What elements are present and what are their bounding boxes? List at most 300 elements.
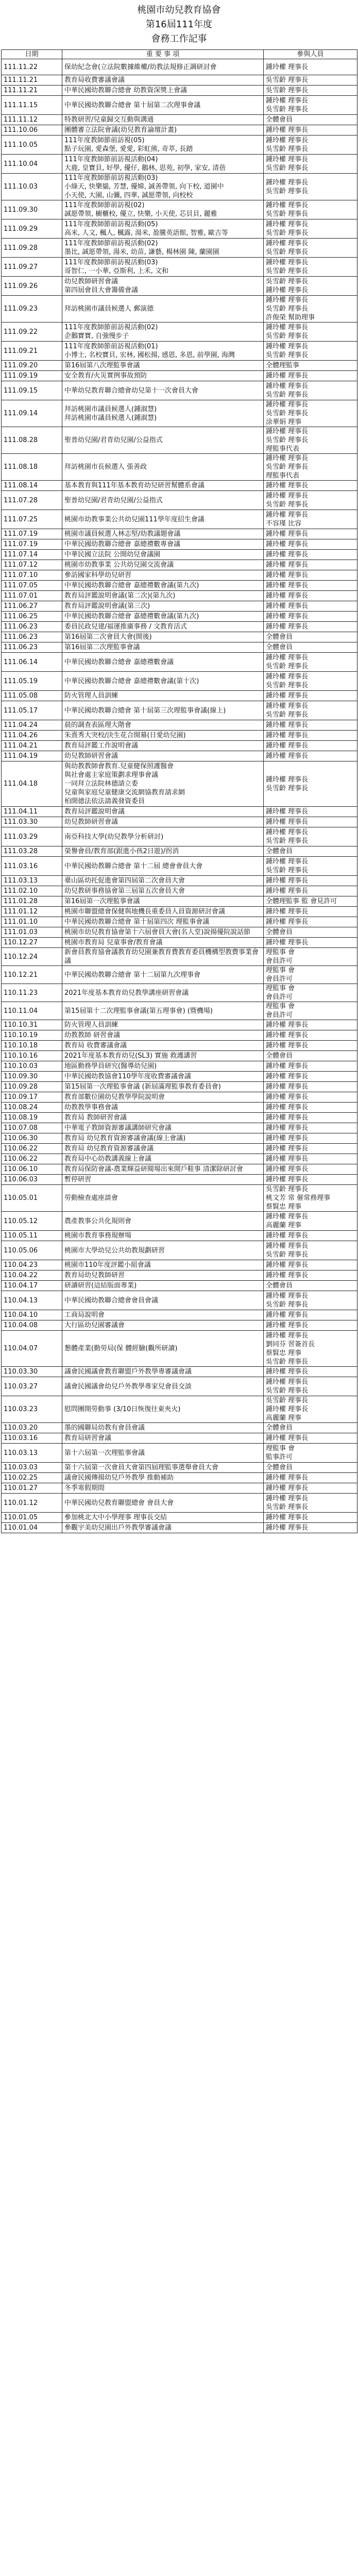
row-participants bbox=[264, 1061, 357, 1072]
table-row bbox=[2, 876, 357, 886]
row-participants bbox=[264, 741, 357, 751]
event-line: 第十六屆第一次理監事會議 bbox=[64, 1449, 145, 1457]
table-row bbox=[2, 846, 357, 857]
participant-line: 吳雪齡 理事長 bbox=[266, 391, 309, 399]
event-line: 議會民國議會教育聯盟戶外教學專審議會議 bbox=[64, 1368, 192, 1376]
row-event bbox=[62, 115, 264, 125]
table-row bbox=[2, 1144, 357, 1154]
event-line: 中華民國幼教聯合總會會員會議 bbox=[64, 1296, 159, 1304]
row-date: 111.06.25 bbox=[2, 612, 62, 622]
participant-line: 鍾玲權 理事長 bbox=[266, 939, 309, 946]
event-line: 中華民國幼教聯合總會 第十二屆 總會會員大會 bbox=[64, 862, 203, 870]
table-row bbox=[2, 984, 357, 1002]
row-participants bbox=[264, 115, 357, 125]
event-line: 教育局中心幼教講義線上會議 bbox=[64, 1155, 152, 1163]
row-event bbox=[62, 1396, 264, 1423]
row-participants bbox=[264, 510, 357, 529]
event-line: 南亞科技大學(幼兒教學分析研討) bbox=[64, 833, 164, 841]
row-date: 111.09.19 bbox=[2, 371, 62, 381]
event-line: 墨的國聯局幼教有會員會議 bbox=[64, 1424, 145, 1432]
event-line: 中華幼兒教育聯合總會幼兒第十一次會員大會 bbox=[64, 386, 199, 395]
participant-line: 吳雪齡 理事長 bbox=[266, 663, 309, 670]
row-event bbox=[62, 1377, 264, 1396]
participant-line: 許俊榮 幫助理事 bbox=[266, 314, 315, 321]
participant-line: 鍾玲權 理事長 bbox=[266, 1093, 309, 1101]
row-participants bbox=[264, 751, 357, 761]
participant-line: 吳雪齡 理事長 bbox=[266, 501, 309, 509]
row-event bbox=[62, 1144, 264, 1154]
row-event bbox=[62, 400, 264, 427]
participant-line: 鍾玲權 理事長 bbox=[266, 702, 309, 710]
table-row bbox=[2, 927, 357, 938]
event-line: 與幼教教師會教育.兒童健保照護醫會 bbox=[64, 762, 174, 770]
participant-line: 鍾玲權 理事長 bbox=[266, 1124, 309, 1132]
participant-line: 吳雪齡 理事長 bbox=[266, 1251, 309, 1259]
row-event bbox=[62, 653, 264, 672]
row-date: 111.03.29 bbox=[2, 827, 62, 846]
row-date: 110.04.13 bbox=[2, 1291, 62, 1310]
participant-line: 吳雪齡 理事長 bbox=[266, 87, 309, 94]
participant-line: 鍾玲權 理事長 bbox=[266, 240, 309, 247]
row-event bbox=[62, 539, 264, 550]
row-participants bbox=[264, 400, 357, 427]
event-line: 中華民國幼教聯合總會 第十二屆第九次理事會 bbox=[64, 971, 201, 979]
row-event bbox=[62, 1082, 264, 1092]
row-date: 110.05.01 bbox=[2, 1185, 62, 1212]
row-event bbox=[62, 761, 264, 807]
row-participants bbox=[264, 1523, 357, 1533]
event-line: 中華民國幼教聯合總會 第十屆第二次理事會議 bbox=[64, 101, 201, 109]
row-date: 111.09.14 bbox=[2, 400, 62, 427]
header-participants: 參與人員 bbox=[264, 50, 357, 59]
event-line: 教育局 收費審議會議 bbox=[64, 1042, 127, 1049]
event-line: 中華民國幼教聯合總會 第十屆第四次 理監事會議 bbox=[64, 918, 210, 926]
row-event bbox=[62, 601, 264, 612]
row-participants bbox=[264, 1291, 357, 1310]
row-participants bbox=[264, 539, 357, 550]
participant-line: 會員許可 bbox=[266, 1011, 293, 1019]
row-event bbox=[62, 817, 264, 827]
event-line: 拜訪桃園市議員候選人 郵演德 bbox=[64, 305, 154, 313]
row-participants bbox=[264, 653, 357, 672]
event-line: 111年度教師節前訪視活動(05) bbox=[64, 221, 158, 228]
row-participants bbox=[264, 174, 357, 200]
row-event bbox=[62, 277, 264, 296]
event-line: 桃園市教育事務規辦場 bbox=[64, 1232, 132, 1240]
row-date: 111.10.05 bbox=[2, 135, 62, 155]
event-line: 慰問團開勞動事 (3/10日恢復往東夾火) bbox=[64, 1405, 181, 1413]
row-date: 110.10.19 bbox=[2, 1030, 62, 1041]
row-event bbox=[62, 612, 264, 622]
event-line: 第16屆第一次理監事會議 bbox=[64, 897, 140, 905]
row-participants bbox=[264, 927, 357, 938]
participant-line: 會員許可 bbox=[266, 975, 293, 983]
participant-line: 吳雪齡 理事長 bbox=[266, 837, 309, 845]
participant-line: 吳雪齡 理事長 bbox=[266, 351, 309, 359]
participant-line: 鍾玲權 理事長 bbox=[266, 1155, 309, 1163]
row-date: 110.09.30 bbox=[2, 1072, 62, 1082]
row-event bbox=[62, 1164, 264, 1175]
row-event bbox=[62, 1423, 264, 1433]
participant-line: 吳雪齡 理事長 bbox=[266, 1397, 309, 1404]
table-row bbox=[2, 570, 357, 581]
row-date: 110.04.22 bbox=[2, 1270, 62, 1281]
row-participants bbox=[264, 200, 357, 219]
participant-line: 鍾玲權 理事長 bbox=[266, 654, 309, 662]
event-line: 小綠天, 快樂貓, 芳慧, 優嫦, 誠善帶領, 向下校, 道園中 bbox=[64, 183, 224, 191]
row-participants bbox=[264, 296, 357, 323]
participant-line: 鍾玲權 理事長 bbox=[266, 372, 309, 380]
row-participants bbox=[264, 907, 357, 917]
row-date: 110.10.16 bbox=[2, 1051, 62, 1061]
table-row bbox=[2, 1041, 357, 1051]
row-date: 110.03.03 bbox=[2, 1463, 62, 1473]
event-line: 大鹿, 皇寶貝, 好學, 優仔, 鵝林, 思苑, 初學, 家安, 清蓓 bbox=[64, 164, 226, 172]
participant-line: 蔡賢忠 理事 bbox=[266, 1349, 302, 1357]
event-line: 研讀研習(這結版面專業) bbox=[64, 1282, 137, 1290]
table-row bbox=[2, 371, 357, 381]
row-date: 110.03.30 bbox=[2, 1367, 62, 1377]
row-participants bbox=[264, 1331, 357, 1367]
row-participants bbox=[264, 59, 357, 75]
row-participants bbox=[264, 1123, 357, 1133]
table-row bbox=[2, 1154, 357, 1164]
participant-line: 鍾玲權 理事長 bbox=[266, 1073, 309, 1080]
row-date: 110.04.23 bbox=[2, 1260, 62, 1270]
row-date: 111.11.21 bbox=[2, 75, 62, 86]
row-event bbox=[62, 1185, 264, 1212]
event-line: 特教研習/兒童歸交互動與溝通 bbox=[64, 116, 154, 124]
participant-line: 會員許可 bbox=[266, 993, 293, 1001]
participant-line: 鍾玲權 理事長 bbox=[266, 721, 309, 729]
participant-line: 鍾玲權 理事長 bbox=[266, 1242, 309, 1250]
table-row bbox=[2, 1523, 357, 1533]
row-event bbox=[62, 1051, 264, 1061]
table-row bbox=[2, 1433, 357, 1444]
participant-line: 鍾玲權 理事長 bbox=[266, 1368, 309, 1376]
row-event bbox=[62, 342, 264, 361]
row-event bbox=[62, 741, 264, 751]
event-line: 拜訪桃園市議員候選人(鍾淑慧) bbox=[64, 405, 157, 413]
event-line: 一同拜立法院林德請立委 bbox=[64, 780, 139, 788]
event-line: 第15屆第十二次理監事會議(第五理事會) (暨機場) bbox=[64, 1007, 213, 1015]
row-date: 110.01.12 bbox=[2, 1494, 62, 1513]
row-event bbox=[62, 125, 264, 135]
participant-line: 鍾玲權 理事長 bbox=[266, 1292, 309, 1300]
row-date: 111.05.08 bbox=[2, 691, 62, 701]
row-event bbox=[62, 691, 264, 701]
row-event bbox=[62, 570, 264, 581]
event-line: 兒童與家庭兒童健康交流網協教育請求網 bbox=[64, 789, 185, 796]
event-line: 拜訪桃園市長候選人 張善政 bbox=[64, 463, 147, 471]
table-row bbox=[2, 1494, 357, 1513]
table-row bbox=[2, 1185, 357, 1212]
table-row bbox=[2, 857, 357, 876]
event-line: 幼兒教研事務協會第三屆第五次會員大會 bbox=[64, 887, 185, 895]
table-row bbox=[2, 560, 357, 570]
participant-line: 鍾玲權 理事長 bbox=[266, 1474, 309, 1482]
event-line: 第四屆會員大會籌備會議 bbox=[64, 286, 139, 294]
participant-line: 吳雪齡 理事長 bbox=[266, 1387, 309, 1395]
participant-line: 吳雪齡 理事長 bbox=[266, 278, 309, 285]
row-event bbox=[62, 1072, 264, 1082]
row-event bbox=[62, 323, 264, 342]
row-participants bbox=[264, 876, 357, 886]
participant-line: 鍾玲權 理事長 bbox=[266, 1434, 309, 1442]
event-line: 議會民國議會幼兒戶外教學專家兒會員交談 bbox=[64, 1382, 192, 1391]
row-event bbox=[62, 1291, 264, 1310]
participant-line: 鍾玲權 理事長 bbox=[266, 428, 309, 435]
event-line: 教育局 幼兒教育資源審議會議(線上會議) bbox=[64, 1134, 186, 1142]
event-line: 企鵝寶寶, 自強慢步子 bbox=[64, 332, 129, 340]
participant-line: 鍾玲權 理事長 bbox=[266, 343, 309, 350]
row-participants bbox=[264, 1444, 357, 1463]
table-row bbox=[2, 1463, 357, 1473]
row-participants bbox=[264, 550, 357, 560]
row-participants bbox=[264, 701, 357, 720]
participant-line: 鍾玲權 理事長 bbox=[266, 732, 309, 739]
event-line: 111年度教師節前訪視(02) bbox=[64, 201, 145, 209]
row-participants bbox=[264, 966, 357, 984]
row-event bbox=[62, 75, 264, 86]
event-line: 教育局研習會議 bbox=[64, 1434, 112, 1442]
table-row bbox=[2, 761, 357, 807]
table-row bbox=[2, 1331, 357, 1367]
participant-line: 吳雪齡 理事長 bbox=[266, 210, 309, 218]
row-participants bbox=[264, 731, 357, 741]
event-line: 第十六屆第一次會員大會第四屆理監事選舉會員大會 bbox=[64, 1464, 219, 1471]
table-row bbox=[2, 1051, 357, 1061]
row-participants bbox=[264, 219, 357, 239]
table-row bbox=[2, 1444, 357, 1463]
event-line: 防火管理人員訓練 bbox=[64, 692, 118, 700]
table-row bbox=[2, 1030, 357, 1041]
event-line: 高米, 人文, 楓人, 楓露, 湯米, 盈騰英語館, 智雅, 歐吉等 bbox=[64, 229, 228, 237]
row-event bbox=[62, 1103, 264, 1113]
participant-line: 鍾玲權 理事長 bbox=[266, 286, 309, 294]
row-date: 110.06.22 bbox=[2, 1144, 62, 1154]
participant-line: 鍾玲權 理事長 bbox=[266, 482, 309, 489]
event-line: 桃園市教育局 兒童事會/教育會議 bbox=[64, 939, 163, 946]
table-row bbox=[2, 1396, 357, 1423]
org-title: 桃園市幼兒教育協會 bbox=[137, 5, 221, 15]
table-row bbox=[2, 672, 357, 691]
table-row bbox=[2, 381, 357, 400]
table-row bbox=[2, 1002, 357, 1020]
row-participants bbox=[264, 155, 357, 174]
row-event bbox=[62, 1494, 264, 1513]
participant-line: 鍾玲權 理事長 bbox=[266, 1104, 309, 1111]
participant-line: 鍾玲權 理事長 bbox=[266, 1042, 309, 1049]
event-line: 桃園市幼兒教育協會第十六屆會員大會(名人堂)說揚優院說話節 bbox=[64, 928, 251, 936]
table-row bbox=[2, 1377, 357, 1396]
event-line: 團體審立法院會議(幼兒教育論壇計畫) bbox=[64, 126, 177, 134]
event-line: 桃園市110年度評鑑小組會議 bbox=[64, 1261, 151, 1269]
row-date: 111.07.25 bbox=[2, 510, 62, 529]
row-date: 111.09.28 bbox=[2, 239, 62, 258]
table-row bbox=[2, 200, 357, 219]
table-row bbox=[2, 1231, 357, 1241]
row-participants bbox=[264, 807, 357, 817]
row-event bbox=[62, 907, 264, 917]
event-line: 地區勤務學員研究(醫導幼兒園) bbox=[64, 1062, 157, 1070]
participant-line: 全體會員 bbox=[266, 643, 293, 651]
table-row bbox=[2, 125, 357, 135]
row-date: 110.03.23 bbox=[2, 1396, 62, 1423]
row-event bbox=[62, 1433, 264, 1444]
row-participants bbox=[264, 239, 357, 258]
table-row bbox=[2, 1483, 357, 1494]
participant-line: 鍾玲權 理事長 bbox=[266, 492, 309, 500]
participant-line: 吳雪齡 理事長 bbox=[266, 106, 309, 113]
event-line: 保幼紀念會(立法院數據維權/幼教法規修正調研討會 bbox=[64, 63, 217, 71]
table-row bbox=[2, 427, 357, 454]
table-row bbox=[2, 342, 357, 361]
participant-line: 理監事 會 bbox=[266, 1003, 295, 1010]
table-row bbox=[2, 258, 357, 277]
row-event bbox=[62, 581, 264, 591]
row-date: 111.03.30 bbox=[2, 817, 62, 827]
table-row bbox=[2, 491, 357, 510]
row-event bbox=[62, 1030, 264, 1041]
event-line: 議會民國傳揚幼兒戶外教學 推動補助 bbox=[64, 1474, 174, 1482]
row-event bbox=[62, 1020, 264, 1030]
row-event bbox=[62, 1320, 264, 1331]
participant-line: 鍾玲權 理事長 bbox=[266, 623, 309, 631]
participant-line: 鍾玲權 理事長 bbox=[266, 561, 309, 569]
participant-line: 理監事 會 bbox=[266, 985, 295, 992]
participant-line: 鍾玲權 理事長 bbox=[266, 613, 309, 620]
row-participants bbox=[264, 612, 357, 622]
row-date: 111.07.14 bbox=[2, 550, 62, 560]
participant-line: 高麗蘭 理事 bbox=[266, 1414, 302, 1422]
row-date: 110.04.08 bbox=[2, 1320, 62, 1331]
table-row bbox=[2, 1103, 357, 1113]
participant-line: 理監事代表 bbox=[266, 472, 300, 480]
event-line: 懇體產業(勤勞局(保 體經驗(觀所研讀) bbox=[64, 1345, 178, 1352]
row-date: 111.09.23 bbox=[2, 296, 62, 323]
participant-line: 全體會員 bbox=[266, 1424, 293, 1432]
row-date: 111.02.10 bbox=[2, 886, 62, 896]
row-event bbox=[62, 427, 264, 454]
row-event bbox=[62, 886, 264, 896]
row-date: 111.09.29 bbox=[2, 219, 62, 239]
row-participants bbox=[264, 1367, 357, 1377]
participant-line: 吳雪齡 理事長 bbox=[266, 229, 309, 237]
table-row bbox=[2, 96, 357, 115]
event-line: 參觀宇美幼兒園出戶外教學審議會議 bbox=[64, 1524, 172, 1532]
row-participants bbox=[264, 1051, 357, 1061]
participant-line: 鍾玲權 理事長 bbox=[266, 1062, 309, 1070]
table-row bbox=[2, 632, 357, 642]
table-row bbox=[2, 653, 357, 672]
participant-line: 鍾玲權 理事長 bbox=[266, 221, 309, 228]
row-participants bbox=[264, 817, 357, 827]
table-row bbox=[2, 948, 357, 966]
table-row bbox=[2, 720, 357, 731]
event-line: 2021年度基本教育幼兒教學講座研習會議 bbox=[64, 989, 189, 997]
participant-line: 鍾玲權 理事長 bbox=[266, 887, 309, 895]
row-event bbox=[62, 1154, 264, 1164]
row-participants bbox=[264, 427, 357, 454]
row-date: 110.01.04 bbox=[2, 1523, 62, 1533]
row-participants bbox=[264, 1270, 357, 1281]
row-date: 111.07.12 bbox=[2, 560, 62, 570]
row-date: 111.05.17 bbox=[2, 701, 62, 720]
row-date: 110.12.21 bbox=[2, 966, 62, 984]
participant-line: 鍾玲權 理事長 bbox=[266, 1232, 309, 1240]
participant-line: 理監事 會 bbox=[266, 967, 295, 974]
row-date: 111.03.28 bbox=[2, 846, 62, 857]
event-line: 中華民國幼兒教育聯盟總會 會員大會 bbox=[64, 1499, 174, 1507]
row-date: 110.01.05 bbox=[2, 1513, 62, 1523]
event-line: 教育局評鑑說明會議(第三次) bbox=[64, 602, 150, 610]
row-date: 111.03.16 bbox=[2, 857, 62, 876]
participant-line: 全體會員 bbox=[266, 1282, 293, 1290]
row-date: 110.08.24 bbox=[2, 1103, 62, 1113]
records-table bbox=[1, 49, 357, 1533]
event-line: 聖普幼兒園/君青幼兒園/公益指式 bbox=[64, 436, 163, 444]
event-line: 教育局 幼兒教育資源審議會議 bbox=[64, 1145, 154, 1153]
table-row bbox=[2, 86, 357, 96]
participant-line: 鍾玲權 理事長 bbox=[266, 1031, 309, 1039]
row-participants bbox=[264, 1423, 357, 1433]
row-date: 111.08.14 bbox=[2, 481, 62, 491]
row-date: 110.02.25 bbox=[2, 1473, 62, 1483]
row-date: 111.04.21 bbox=[2, 741, 62, 751]
participant-line: 鍾玲權 理事長 bbox=[266, 918, 309, 926]
row-participants bbox=[264, 948, 357, 966]
row-participants bbox=[264, 601, 357, 612]
row-date: 110.06.22 bbox=[2, 1154, 62, 1164]
event-line: 111年度教師節前訪視活動(03) bbox=[64, 259, 158, 266]
row-event bbox=[62, 731, 264, 741]
participant-line: 理監事 會 bbox=[266, 1445, 295, 1452]
table-row bbox=[2, 219, 357, 239]
row-event bbox=[62, 258, 264, 277]
row-date: 110.09.28 bbox=[2, 1082, 62, 1092]
participant-line: 鍾玲權 理事長 bbox=[266, 602, 309, 610]
event-line: 拜訪桃園市議員候選人(鍾淑慧) bbox=[64, 414, 157, 422]
participant-line: 吳雪齡 理事長 bbox=[266, 682, 309, 689]
table-row bbox=[2, 581, 357, 591]
row-participants bbox=[264, 938, 357, 948]
table-row bbox=[2, 827, 357, 846]
row-event bbox=[62, 381, 264, 400]
participant-line: 鍾玲權 理事長 bbox=[266, 540, 309, 548]
event-line: 第15屆第一次理監事會議 (新屆滿理監事教育委員會) bbox=[64, 1083, 221, 1091]
participant-line: 全體會員 bbox=[266, 1464, 293, 1471]
row-participants bbox=[264, 984, 357, 1002]
row-participants bbox=[264, 581, 357, 591]
table-row bbox=[2, 1212, 357, 1231]
row-event bbox=[62, 1523, 264, 1533]
row-participants bbox=[264, 1041, 357, 1051]
event-line: 晨的調查表區理大階會 bbox=[64, 721, 132, 729]
row-date: 110.06.10 bbox=[2, 1164, 62, 1175]
row-event bbox=[62, 896, 264, 907]
row-event bbox=[62, 701, 264, 720]
row-participants bbox=[264, 75, 357, 86]
row-date: 111.10.06 bbox=[2, 125, 62, 135]
participant-line: 理監事代表 bbox=[266, 445, 300, 453]
participant-line: 會員許可 bbox=[266, 957, 293, 965]
row-participants bbox=[264, 86, 357, 96]
row-participants bbox=[264, 1072, 357, 1082]
row-date: 111.04.18 bbox=[2, 761, 62, 807]
table-row bbox=[2, 701, 357, 720]
row-event bbox=[62, 720, 264, 731]
